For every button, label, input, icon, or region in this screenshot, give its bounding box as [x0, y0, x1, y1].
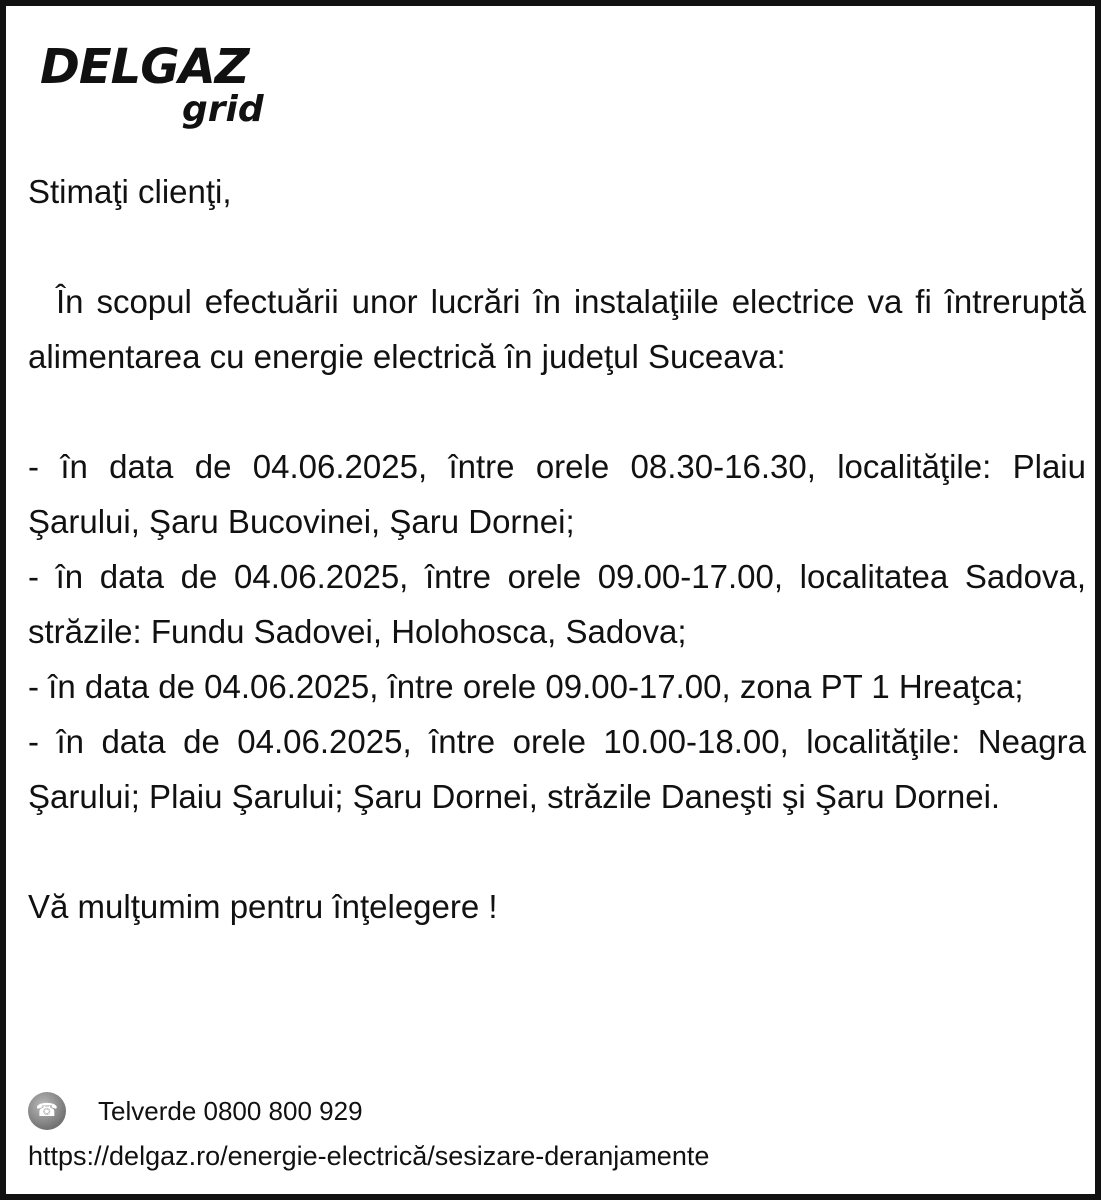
thanks-line: Vă mulţumim pentru înţelegere ! — [28, 888, 498, 925]
contact-footer — [28, 1090, 1088, 1174]
report-url-link[interactable]: https://delgaz.ro/energie-electrică/sesizare-deranjamente — [28, 1141, 710, 1171]
intro-paragraph: În scopul efectuării unor lucrări în instalaţiile electrice va fi întreruptă alimentarea cu energie electrică în judeţul Suceava: — [28, 283, 1086, 375]
phone-icon: ☎ — [28, 1092, 66, 1130]
outage-list — [28, 439, 1086, 824]
delgaz-logo — [40, 39, 280, 134]
phone-row — [28, 1090, 1088, 1132]
logo-subtext: grid — [182, 89, 264, 130]
outage-item: - în data de 04.06.2025, între orele 10.00-18.00, localităţile: Neagra Şarului; Plaiu Şarului; Şaru Dornei, străzile Daneşti şi Şaru Dornei. — [28, 723, 1086, 815]
logo-wordmark: DELGAZ — [40, 39, 249, 95]
greeting: Stimaţi clienţi, — [28, 173, 232, 210]
phone-number[interactable]: Telverde 0800 800 929 — [98, 1096, 363, 1126]
outage-item: - în data de 04.06.2025, între orele 09.00-17.00, zona PT 1 Hreaţca; — [28, 668, 1024, 705]
outage-item: - în data de 04.06.2025, între orele 08.30-16.30, localităţile: Plaiu Şarului, Şaru Bucovinei, Şaru Dornei; — [28, 448, 1086, 540]
notice-body — [28, 164, 1086, 934]
outage-item: - în data de 04.06.2025, între orele 09.00-17.00, localitatea Sadova, străzile: Fundu Sadovei, Holohosca, Sadova; — [28, 558, 1086, 650]
